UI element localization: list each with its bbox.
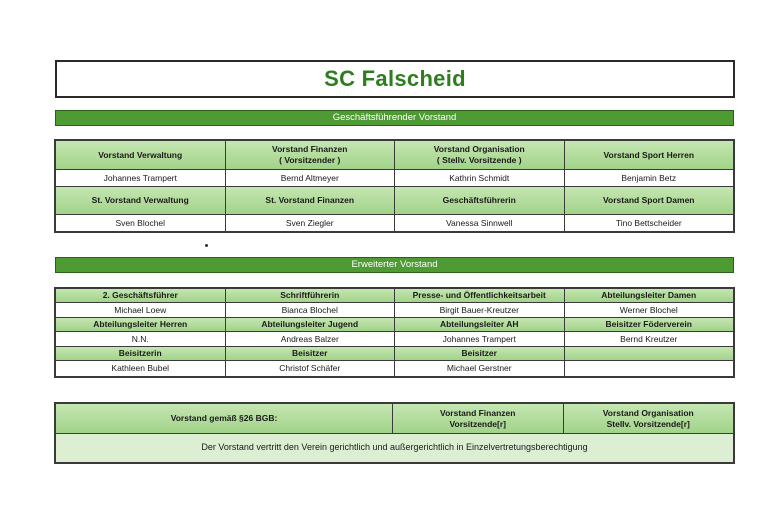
extended-board-name: Michael Gerstner [395,361,564,376]
extended-board-name: Bernd Kreutzer [565,332,734,346]
extended-board-role: Beisitzerin [56,347,225,360]
bgb-label: Vorstand gemäß §26 BGB: [56,404,392,433]
bgb-organisation: Vorstand Organisation Stellv. Vorsitzende[r] [564,404,734,433]
extended-board-name: Bianca Blochel [226,303,395,317]
executive-board-name: Sven Ziegler [226,215,395,231]
extended-board-name: Kathleen Bubel [56,361,225,376]
executive-board-name: Benjamin Betz [565,170,734,186]
bgb-finance: Vorstand Finanzen Vorsitzende[r] [393,404,563,433]
title-box [55,60,735,98]
section-banner-executive: Geschäftsführender Vorstand [55,110,734,126]
bgb-note: Der Vorstand vertritt den Verein gerichtlich und außergerichtlich in Einzelvertretungsberechtigung [56,434,733,462]
extended-board-role: Abteilungsleiter Herren [56,318,225,331]
executive-board-role: St. Vorstand Finanzen [226,187,395,214]
extended-board-role [565,347,734,360]
extended-board-role: Beisitzer Föderverein [565,318,734,331]
extended-board-name: Johannes Trampert [395,332,564,346]
executive-board-name: Bernd Altmeyer [226,170,395,186]
executive-board-role: Vorstand Finanzen ( Vorsitzender ) [226,141,395,169]
extended-board-role: Abteilungsleiter Damen [565,289,734,302]
executive-board-table [54,139,735,233]
extended-board-role: Schriftführerin [226,289,395,302]
club-title: SC Falscheid [324,66,466,91]
extended-board-name: Andreas Balzer [226,332,395,346]
executive-board-role: Vorstand Organisation ( Stellv. Vorsitzende ) [395,141,564,169]
executive-board-name: Sven Blochel [56,215,225,231]
extended-board-role: Abteilungsleiter Jugend [226,318,395,331]
extended-board-role: Beisitzer [395,347,564,360]
executive-board-name: Tino Bettscheider [565,215,734,231]
extended-board-role: 2. Geschäftsführer [56,289,225,302]
bgb-table [54,402,735,464]
executive-board-role: Vorstand Sport Herren [565,141,734,169]
executive-board-role: Vorstand Verwaltung [56,141,225,169]
section-banner-extended: Erweiterter Vorstand [55,257,734,273]
extended-board-name: N.N. [56,332,225,346]
extended-board-role: Presse- und Öffentlichkeitsarbeit [395,289,564,302]
extended-board-name: Michael Loew [56,303,225,317]
executive-board-name: Johannes Trampert [56,170,225,186]
executive-board-role: Geschäftsführerin [395,187,564,214]
extended-board-name [565,361,734,376]
extended-board-name: Birgit Bauer-Kreutzer [395,303,564,317]
extended-board-name: Christof Schäfer [226,361,395,376]
executive-board-name: Vanessa Sinnwell [395,215,564,231]
extended-board-role: Abteilungsleiter AH [395,318,564,331]
extended-board-table [54,287,735,378]
executive-board-role: Vorstand Sport Damen [565,187,734,214]
stray-mark [205,244,208,247]
executive-board-role: St. Vorstand Verwaltung [56,187,225,214]
extended-board-name: Werner Blochel [565,303,734,317]
executive-board-name: Kathrin Schmidt [395,170,564,186]
extended-board-role: Beisitzer [226,347,395,360]
